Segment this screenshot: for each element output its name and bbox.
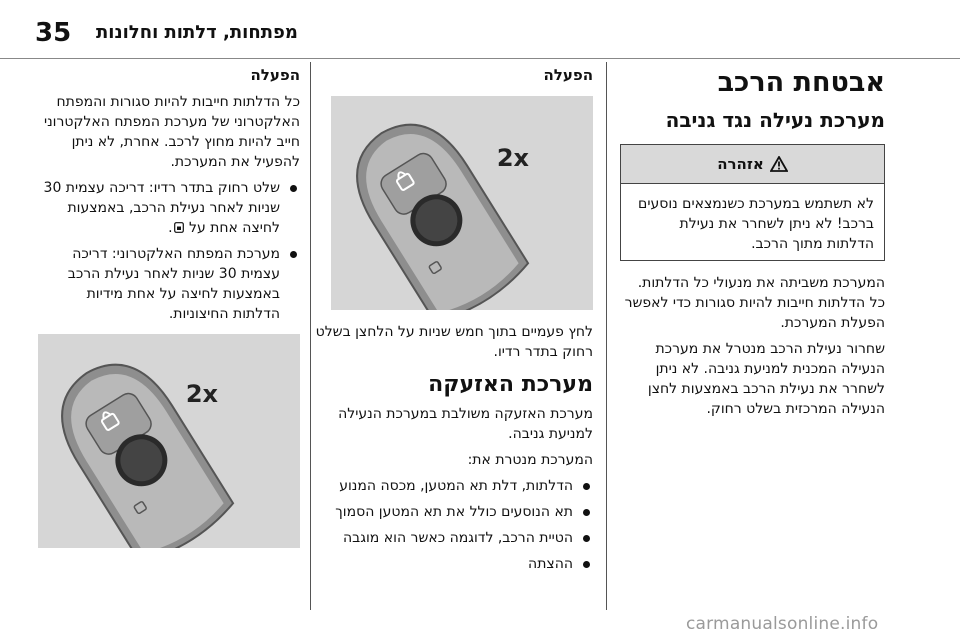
activation-heading: הפעלה	[250, 66, 300, 84]
chapter-title: מפתחות, דלתות וחלונות	[96, 22, 298, 43]
paragraph: המערכת משביתה את מנעולי כל הדלתות. כל הדלתות חייבות להיות סגורות כדי לאפשר הפעלת המערכת.	[624, 275, 885, 331]
alarm-heading: מערכת האזעקה	[428, 372, 593, 397]
right-column	[620, 62, 885, 425]
figure-label: 2x	[496, 144, 529, 172]
list-item-text: שלט רחוק בתדר רדיו: דריכה עצמית 30 שניות לאחר נעילת הרכב, באמצעות לחיצה אחת על	[43, 180, 280, 236]
subsection-heading: מערכת נעילה נגד גניבה	[665, 108, 885, 132]
warning-box	[620, 144, 885, 261]
activation-list	[36, 178, 300, 324]
list-item: הטיית הרכב, לדוגמה כאשר הוא מוגבה	[315, 528, 593, 548]
warning-header	[621, 145, 884, 184]
middle-column	[315, 62, 593, 580]
alarm-intro: מערכת האזעקה משולבת במערכת הנעילה למניעת גניבה.	[338, 406, 593, 442]
lock-icon	[174, 222, 184, 233]
list-item: תא הנוסעים כולל את תא המטען הסמוך	[315, 502, 593, 522]
column-divider	[310, 62, 311, 610]
monitored-list	[315, 476, 593, 574]
activation-heading: הפעלה	[543, 66, 593, 84]
monitors-intro: המערכת מנטרת את:	[467, 452, 593, 468]
section-heading: אבטחת הרכב	[717, 67, 885, 98]
watermark: carmanualsonline.info	[686, 614, 879, 634]
key-fob-illustration	[38, 334, 300, 548]
warning-text: לא תשתמש במערכת כשנמצאים נוסעים ברכב! לא ניתן לשחרר את נעילת הדלתות מתוך הרכב.	[638, 196, 874, 252]
column-divider	[606, 62, 607, 610]
warning-triangle-icon	[770, 156, 788, 172]
activation-intro: כל הדלתות חייבות להיות סגורות והמפתח האלקטרוני של מערכת המפתח האלקטרוני חייב להיות מחוץ לרכב. אחרת, לא ניתן להפעיל את המערכת.	[43, 94, 300, 170]
left-column	[36, 62, 300, 560]
list-item: הדלתות, דלת תא המטען, מכסה המנוע	[315, 476, 593, 496]
figure-caption-text: לחץ פעמיים בתוך חמש שניות על הלחצן בשלט רחוק בתדר רדיו.	[315, 324, 593, 360]
figure-label: 2x	[185, 380, 218, 408]
key-fob-illustration	[331, 96, 593, 310]
warning-title: אזהרה	[717, 155, 764, 173]
paragraph: שחרור נעילת הרכב מנטרל את מערכת הנעילה המכנית למניעת גניבה. לא ניתן לשחרר את נעילת הרכב באמצעות לחצן הנעילה המרכזית בשלט רחוק.	[647, 341, 885, 417]
list-item: ההצתה	[315, 554, 593, 574]
figure-caption	[315, 322, 593, 362]
page-header	[0, 0, 960, 59]
list-item: שלט רחוק בתדר רדיו: דריכה עצמית 30 שניות לאחר נעילת הרכב, באמצעות לחיצה אחת על .	[36, 178, 300, 238]
list-item: מערכת המפתח האלקטרוני: דריכה עצמית 30 שניות לאחר נעילת הרכב באמצעות לחיצה על אחת מידיות הדלתות החיצוניות.	[36, 244, 300, 324]
page-number: 35	[35, 18, 72, 48]
